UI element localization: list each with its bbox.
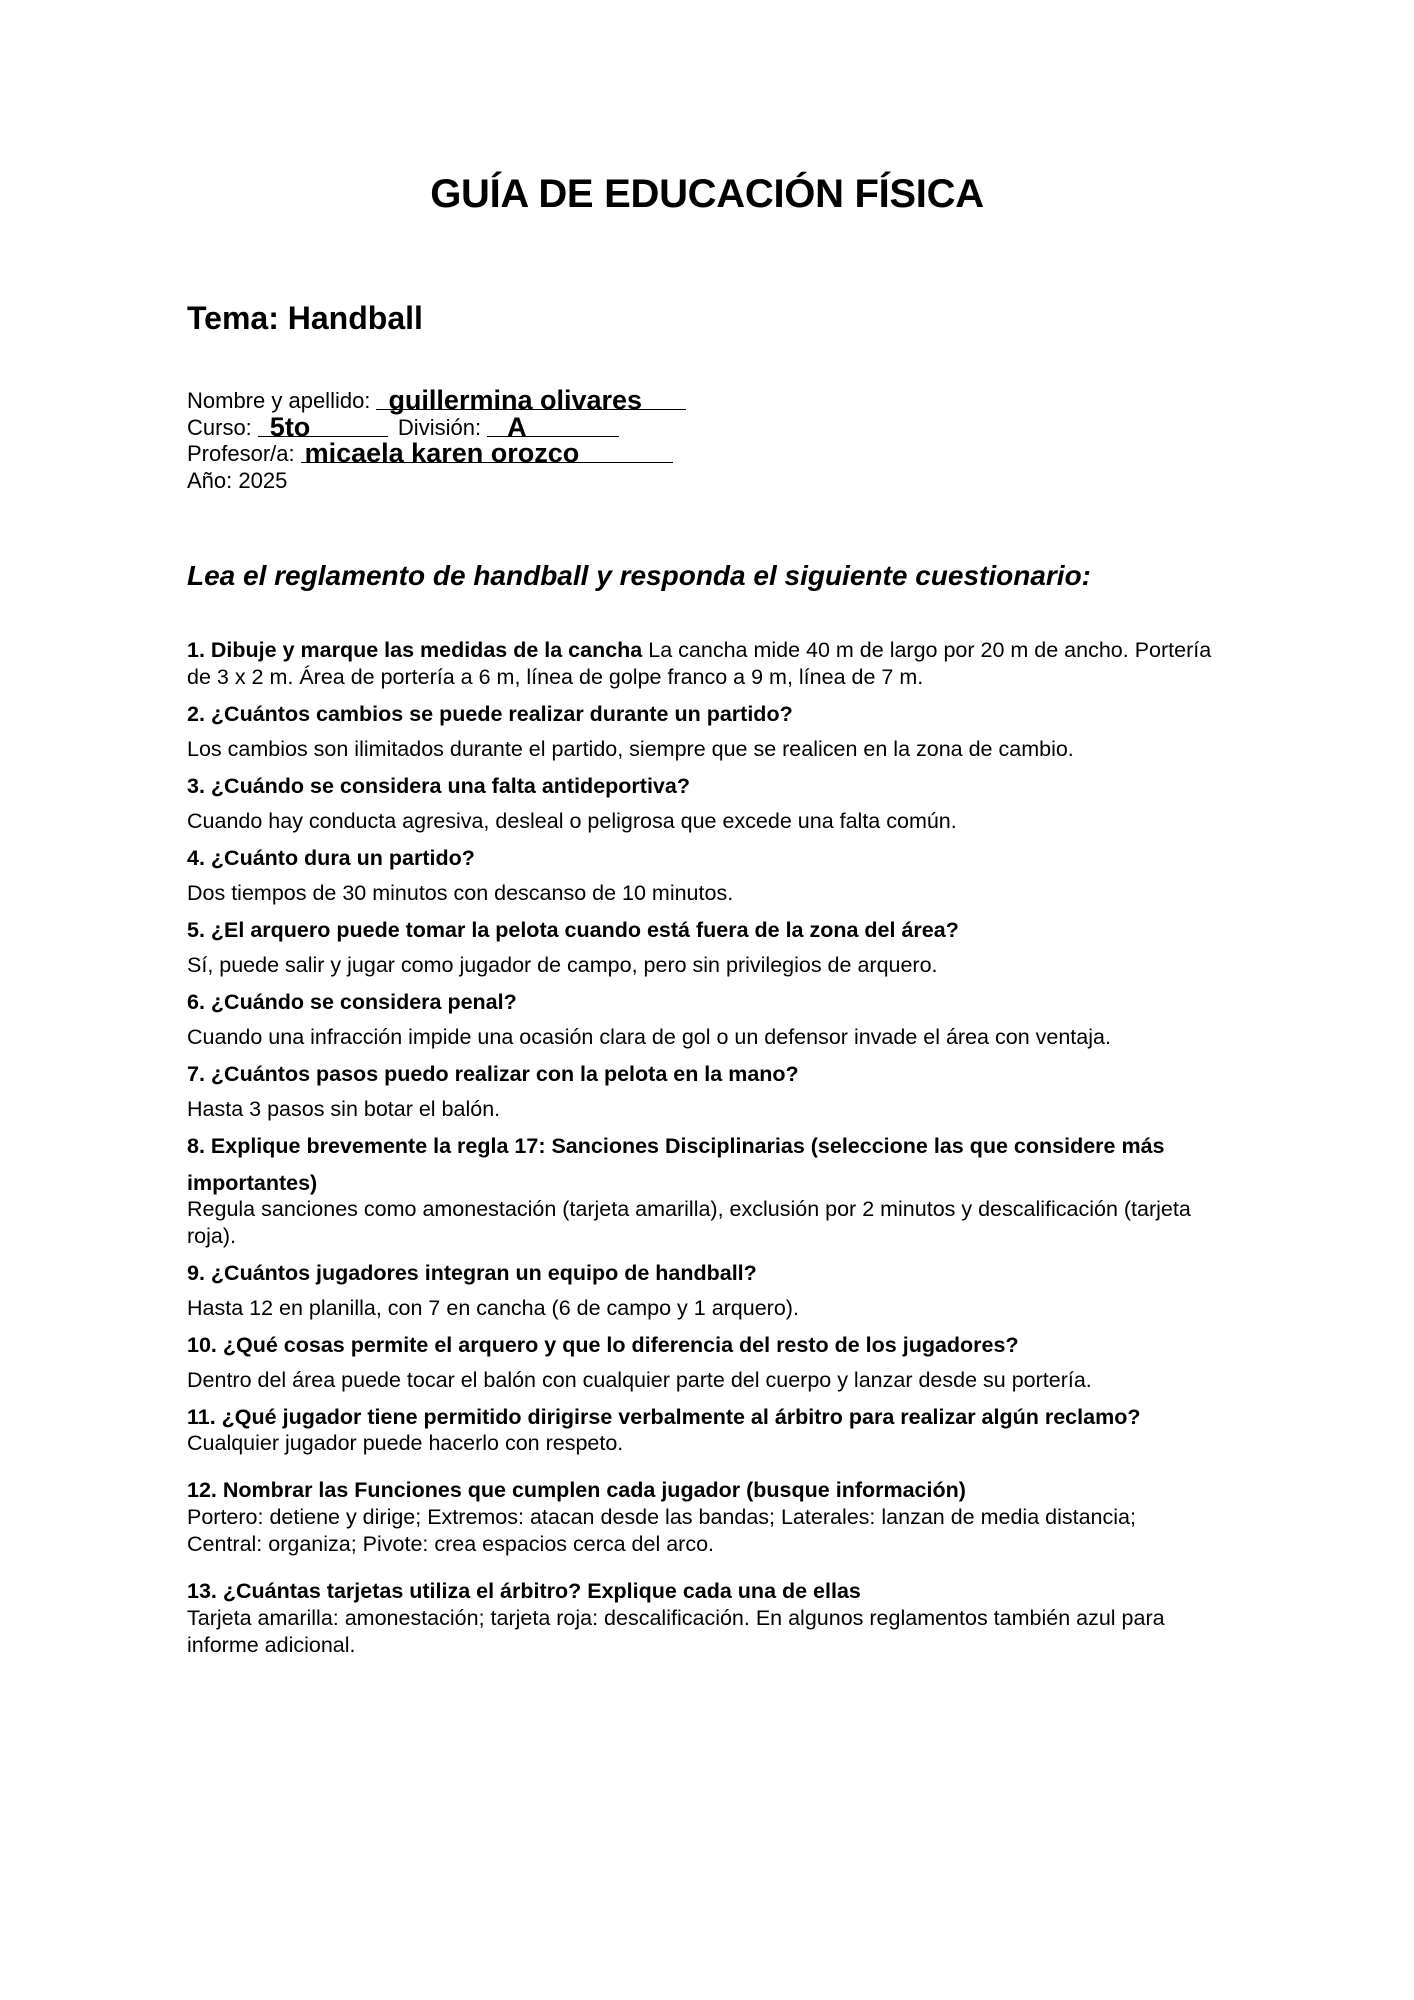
answer-text: Cuando hay conducta agresiva, desleal o peligrosa que excede una falta común. [187,809,957,833]
answer-text: Tarjeta amarilla: amonestación; tarjeta roja: descalificación. En algunos reglamentos también azul para informe adicional. [187,1606,1165,1657]
course-field[interactable] [258,411,388,442]
answer-text: Cuando una infracción impide una ocasión clara de gol o un defensor invade el área con ventaja. [187,1025,1111,1049]
answer-text: Portero: detiene y dirige; Extremos: atacan desde las bandas; Laterales: lanzan de media distancia; Central: organiza; Pivote: crea espacios cerca del arco. [187,1505,1136,1556]
question-text: 1. Dibuje y marque las medidas de la cancha [187,638,643,662]
question-block-1 [187,637,1237,691]
answer-text: Cualquier jugador puede hacerlo con respeto. [187,1431,624,1455]
division-label: División: [397,414,482,440]
question-text: 7. ¿Cuántos pasos puedo realizar con la pelota en la mano? [187,1062,799,1086]
answer-text: Hasta 3 pasos sin botar el balón. [187,1097,501,1121]
year-value: 2025 [238,467,288,493]
course-value: 5to [269,411,311,442]
question-text: 9. ¿Cuántos jugadores integran un equipo de handball? [187,1261,757,1285]
name-label: Nombre y apellido: [187,388,371,413]
answer-text: Regula sanciones como amonestación (tarjeta amarilla), exclusión por 2 minutos y descalificación (tarjeta roja). [187,1197,1191,1248]
name-value: guillermina olivares [388,385,643,415]
teacher-label: Profesor/a: [187,441,295,466]
division-field[interactable] [487,411,619,442]
question-text: 4. ¿Cuánto dura un partido? [187,846,475,870]
year-label: Año: [187,467,233,493]
question-text: 11. ¿Qué jugador tiene permitido dirigirse verbalmente al árbitro para realizar algún reclamo? [187,1405,1141,1429]
question-text: 3. ¿Cuándo se considera una falta antideportiva? [187,774,690,798]
question-text: 2. ¿Cuántos cambios se puede realizar durante un partido? [187,702,793,726]
question-text: 10. ¿Qué cosas permite el arquero y que lo diferencia del resto de los jugadores? [187,1333,1019,1357]
answer-text: La cancha mide 40 m de largo por 20 m de ancho. Portería de 3 x 2 m. Área de portería a 6 m, línea de golpe franco a 9 m, línea de 7 m. [187,638,1212,689]
teacher-field[interactable] [301,438,673,468]
question-text: 13. ¿Cuántas tarjetas utiliza el árbitro? Explique cada una de ellas [187,1579,861,1603]
question-text: 6. ¿Cuándo se considera penal? [187,990,517,1014]
course-label: Curso: [187,414,252,440]
year-field-row [187,468,686,495]
division-value: A [507,411,527,442]
questionnaire [187,637,1237,1659]
topic-heading: Tema: Handball [187,300,423,336]
answer-text: Sí, puede salir y jugar como jugador de campo, pero sin privilegios de arquero. [187,953,938,977]
question-text: 5. ¿El arquero puede tomar la pelota cuando está fuera de la zona del área? [187,918,959,942]
answer-text: Los cambios son ilimitados durante el partido, siempre que se realicen en la zona de cambio. [187,737,1074,761]
answer-text: Dos tiempos de 30 minutos con descanso de 10 minutos. [187,881,734,905]
name-field[interactable] [376,385,686,415]
document-title: GUÍA DE EDUCACIÓN FÍSICA [430,172,984,216]
answer-text: Dentro del área puede tocar el balón con cualquier parte del cuerpo y lanzar desde su portería. [187,1368,1092,1392]
answer-text: Hasta 12 en planilla, con 7 en cancha (6 de campo y 1 arquero). [187,1296,799,1320]
name-field-row [187,385,686,415]
student-info-fields [187,385,686,494]
teacher-value: micaela karen orozco [304,438,580,468]
question-text: 8. Explique brevemente la regla 17: Sanciones Disciplinarias (seleccione las que considere más importantes) [187,1134,1165,1195]
instruction-heading: Lea el reglamento de handball y responda el siguiente cuestionario: [187,560,1091,591]
question-text: 12. Nombrar las Funciones que cumplen cada jugador (busque información) [187,1478,966,1502]
teacher-field-row [187,438,686,468]
